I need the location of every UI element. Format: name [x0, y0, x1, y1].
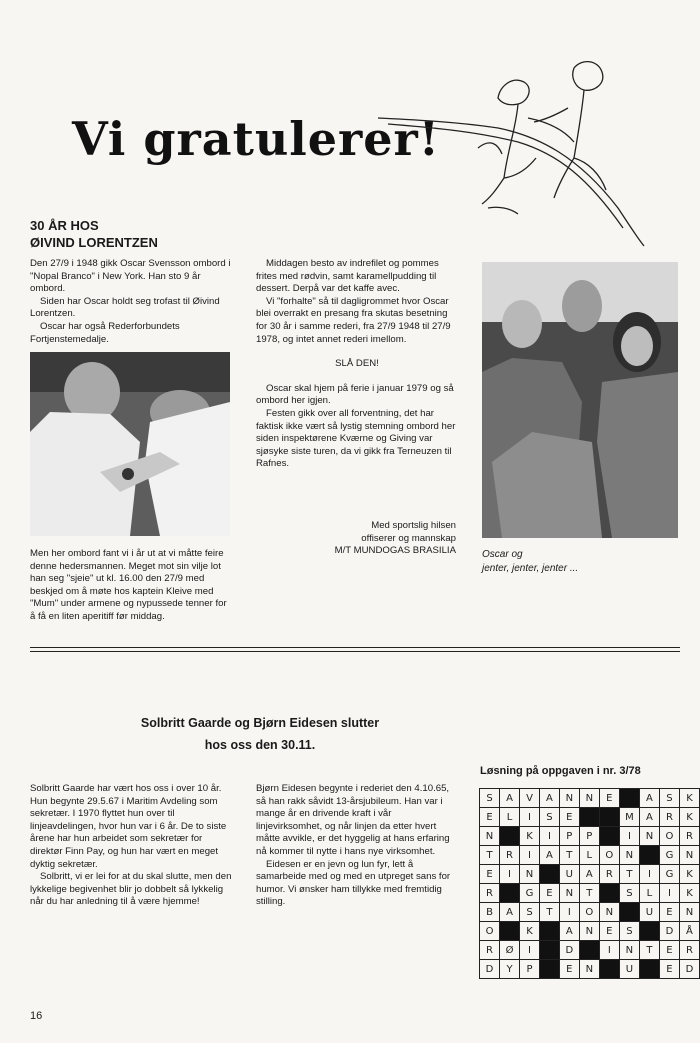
crossword-cell: E — [659, 960, 679, 979]
crossword-cell: V — [520, 789, 540, 808]
crossword-row — [480, 846, 700, 865]
photo-group-caption — [482, 548, 678, 576]
crossword-cell: R — [599, 865, 619, 884]
crossword-cell: D — [480, 960, 500, 979]
paragraph: Eidesen er en jevn og lun fyr, lett å samarbeide med og med en utpreget sans for humor. Vi ønsker ham tillykke med fremtidig stilling. — [256, 858, 451, 908]
crossword-cell: I — [500, 865, 520, 884]
crossword-cell: R — [659, 808, 679, 827]
crossword-black-cell — [500, 827, 520, 846]
crossword-black-cell — [540, 922, 560, 941]
crossword-cell: G — [659, 846, 679, 865]
crossword-row — [480, 941, 700, 960]
crossword-black-cell — [540, 865, 560, 884]
paragraph: Vi "forhalte" så til dagligrommet hvor Oscar blei overrakt en presang fra skutas besetning for 30 år i samme rederi, fra 27/9 1948 til 27/9 1978, og intet annet rederi imellom. — [256, 295, 451, 345]
crossword-cell: N — [480, 827, 500, 846]
crossword-cell: N — [579, 789, 599, 808]
crossword-cell: I — [520, 846, 540, 865]
article1-col1-top — [30, 258, 232, 346]
crossword-cell: S — [480, 789, 500, 808]
crossword-black-cell — [579, 941, 599, 960]
crossword-cell: O — [480, 922, 500, 941]
crossword-cell: P — [559, 827, 579, 846]
crossword-cell: R — [480, 884, 500, 903]
crossword-cell: N — [559, 884, 579, 903]
crossword-cell: Å — [679, 922, 699, 941]
crossword-cell: P — [579, 827, 599, 846]
crossword-cell: A — [540, 789, 560, 808]
crossword-row — [480, 903, 700, 922]
crossword-cell: L — [500, 808, 520, 827]
crossword-cell: M — [619, 808, 639, 827]
crossword-cell: S — [540, 808, 560, 827]
dancers-illustration — [378, 58, 646, 250]
crossword-row — [480, 884, 700, 903]
crossword-cell: E — [599, 789, 619, 808]
crossword-black-cell — [599, 960, 619, 979]
crossword-cell: Y — [500, 960, 520, 979]
crossword-cell: Ø — [500, 941, 520, 960]
crossword-cell: T — [619, 865, 639, 884]
crossword-cell: I — [619, 827, 639, 846]
crossword-cell: K — [679, 865, 699, 884]
crossword-cell: T — [640, 941, 660, 960]
caption-line2: jenter, jenter, jenter ... — [482, 563, 579, 574]
photo-medal-ceremony — [30, 352, 230, 536]
crossword-cell: T — [579, 884, 599, 903]
crossword-cell: I — [640, 865, 660, 884]
crossword-cell: N — [640, 827, 660, 846]
crossword-cell: T — [480, 846, 500, 865]
crossword-cell: U — [559, 865, 579, 884]
article1-headline — [30, 217, 158, 251]
crossword-cell: N — [559, 789, 579, 808]
crossword-cell: L — [640, 884, 660, 903]
crossword-cell: E — [559, 808, 579, 827]
crossword-cell: A — [500, 903, 520, 922]
crossword-cell: I — [559, 903, 579, 922]
crossword-cell: K — [679, 808, 699, 827]
crossword-cell: D — [679, 960, 699, 979]
crossword-cell: N — [679, 903, 699, 922]
page-number: 16 — [30, 1010, 43, 1022]
crossword-cell: N — [579, 960, 599, 979]
article1-col1-bottom — [30, 548, 232, 624]
crossword-black-cell — [619, 903, 639, 922]
photo-group-image — [482, 262, 678, 538]
crossword-cell: G — [659, 865, 679, 884]
article2-headline-line2: hos oss den 30.11. — [204, 738, 316, 752]
crossword-cell: A — [640, 808, 660, 827]
crossword-cell: U — [640, 903, 660, 922]
article1-headline-line1: 30 ÅR HOS — [30, 218, 99, 233]
crossword-cell: E — [480, 865, 500, 884]
crossword-cell: S — [619, 884, 639, 903]
crossword-cell: G — [520, 884, 540, 903]
signoff-line2: offiserer og mannskap — [361, 532, 456, 544]
page-title: Vi gratulerer! — [72, 112, 440, 166]
crossword-cell: A — [579, 865, 599, 884]
crossword-black-cell — [599, 827, 619, 846]
crossword-cell: O — [659, 827, 679, 846]
signoff-line3: M/T MUNDOGAS BRASILIA — [334, 545, 456, 557]
photo-medal-ceremony-image — [30, 352, 230, 536]
crossword-cell: U — [619, 960, 639, 979]
paragraph: Festen gikk over all forventning, det har faktisk ikke vært så lystig stemning ombord her siden inspektørene Kværne og Giving var sjøsyke siste turen, da vi gikk fra Terneuzen til Rafnes. — [256, 407, 456, 470]
crossword-grid — [479, 788, 700, 979]
crossword-cell: N — [619, 846, 639, 865]
crossword-cell: N — [679, 846, 699, 865]
crossword-cell: N — [619, 941, 639, 960]
caption-line1: Oscar og — [482, 549, 523, 560]
crossword-cell: I — [540, 827, 560, 846]
paragraph: Oscar har også Rederforbundets Fortjenstemedalje. — [30, 320, 180, 345]
crossword-black-cell — [540, 941, 560, 960]
signoff-line1: Med sportslig hilsen — [371, 520, 456, 531]
crossword-row — [480, 808, 700, 827]
paragraph: Men her ombord fant vi i år ut at vi måtte feire denne hedersmannen. Meget mot sin vilje lot han seg "sjeie" ut kl. 16.00 den 27/9 med beskjed om å møte hos kaptein Kleive med "Mum" under armene og nypussede tenner for å få en liten aperitiff før middag. — [30, 548, 227, 622]
crossword-cell: I — [659, 884, 679, 903]
signoff — [256, 520, 456, 558]
crossword-cell: D — [559, 941, 579, 960]
crossword-black-cell — [500, 922, 520, 941]
paragraph: Bjørn Eidesen begynte i rederiet den 4.10.65, så han rakk såvidt 13-årsjubileum. Han var i mange år en drivende kraft i vår linjevirksomhet, og når linjen da etter hvert måtte avvikle, er det hyggelig at hans erfaring nå kommer til nytte i hans nye virksomhet. — [256, 783, 450, 857]
crossword-cell: E — [540, 884, 560, 903]
crossword-cell: R — [679, 941, 699, 960]
crossword-cell: E — [480, 808, 500, 827]
crossword-black-cell — [619, 789, 639, 808]
crossword-cell: I — [520, 941, 540, 960]
crossword-cell: K — [520, 827, 540, 846]
crossword-cell: S — [520, 903, 540, 922]
crossword-row — [480, 789, 700, 808]
crossword-cell: K — [679, 884, 699, 903]
article2-headline-line1: Solbritt Gaarde og Bjørn Eidesen slutter — [140, 716, 380, 730]
article2-headline — [100, 712, 420, 756]
crossword-black-cell — [640, 846, 660, 865]
crossword-cell: P — [520, 960, 540, 979]
crossword-cell: S — [619, 922, 639, 941]
crossword-black-cell — [599, 884, 619, 903]
crossword-cell: O — [599, 846, 619, 865]
crossword-cell: A — [540, 846, 560, 865]
crossword-cell: B — [480, 903, 500, 922]
crossword-row — [480, 827, 700, 846]
article2-col2 — [256, 783, 458, 909]
crossword-cell: E — [659, 903, 679, 922]
crossword-row — [480, 865, 700, 884]
paragraph: Oscar skal hjem på ferie i januar 1979 og så ombord her igjen. — [256, 382, 454, 407]
article2-col1 — [30, 783, 232, 909]
paragraph: Siden har Oscar holdt seg trofast til Øivind Lorentzen. — [30, 295, 220, 320]
article1-col2 — [256, 258, 458, 471]
puzzle-title: Løsning på oppgaven i nr. 3/78 — [480, 765, 641, 777]
crossword-black-cell — [640, 922, 660, 941]
section-divider — [30, 647, 680, 648]
article1-headline-line2: ØIVIND LORENTZEN — [30, 235, 158, 250]
crossword-black-cell — [579, 808, 599, 827]
crossword-cell: N — [579, 922, 599, 941]
section-divider — [30, 651, 680, 652]
crossword-cell: A — [559, 922, 579, 941]
crossword-black-cell — [500, 884, 520, 903]
crossword-black-cell — [599, 808, 619, 827]
crossword-cell: L — [579, 846, 599, 865]
crossword-cell: R — [500, 846, 520, 865]
crossword-cell: N — [520, 865, 540, 884]
crossword-cell: K — [520, 922, 540, 941]
subheading: SLÅ DEN! — [335, 358, 379, 370]
crossword-black-cell — [540, 960, 560, 979]
photo-group — [482, 262, 678, 538]
crossword-cell: A — [640, 789, 660, 808]
paragraph: Solbritt Gaarde har vært hos oss i over 10 år. Hun begynte 29.5.67 i Maritim Avdeling som sekretær. I 1970 flyttet hun over til linjeavdelingen, hvor hun var i 6 år. De to siste årene har hun arbeidet som sekretær for direktør Finn Pay, og hun har vært en meget dyktig sekretær. — [30, 783, 227, 870]
crossword-cell: R — [679, 827, 699, 846]
crossword-cell: I — [599, 941, 619, 960]
paragraph: Middagen besto av indrefilet og pommes frites med rødvin, samt karamellpudding til dessert. Derpå var det kaffe avec. — [256, 258, 439, 295]
crossword-row — [480, 922, 700, 941]
crossword-row — [480, 960, 700, 979]
crossword-cell: R — [480, 941, 500, 960]
crossword-cell: T — [540, 903, 560, 922]
crossword-cell: I — [520, 808, 540, 827]
crossword-cell: A — [500, 789, 520, 808]
crossword-cell: D — [659, 922, 679, 941]
crossword-cell: E — [559, 960, 579, 979]
crossword-cell: E — [659, 941, 679, 960]
crossword-cell: E — [599, 922, 619, 941]
crossword-cell: O — [579, 903, 599, 922]
crossword-cell: N — [599, 903, 619, 922]
crossword-cell: S — [659, 789, 679, 808]
paragraph: Den 27/9 i 1948 gikk Oscar Svensson ombord i "Nopal Branco" i New York. Han sto 9 år ombord. — [30, 258, 231, 295]
crossword-solution — [479, 788, 700, 979]
crossword-cell: K — [679, 789, 699, 808]
crossword-cell: T — [559, 846, 579, 865]
crossword-black-cell — [640, 960, 660, 979]
paragraph: Solbritt, vi er lei for at du skal slutte, men den lykkelige begivenhet blir jo dobbelt så lykkelig når du har anledning til å være hjemme! — [30, 871, 232, 908]
